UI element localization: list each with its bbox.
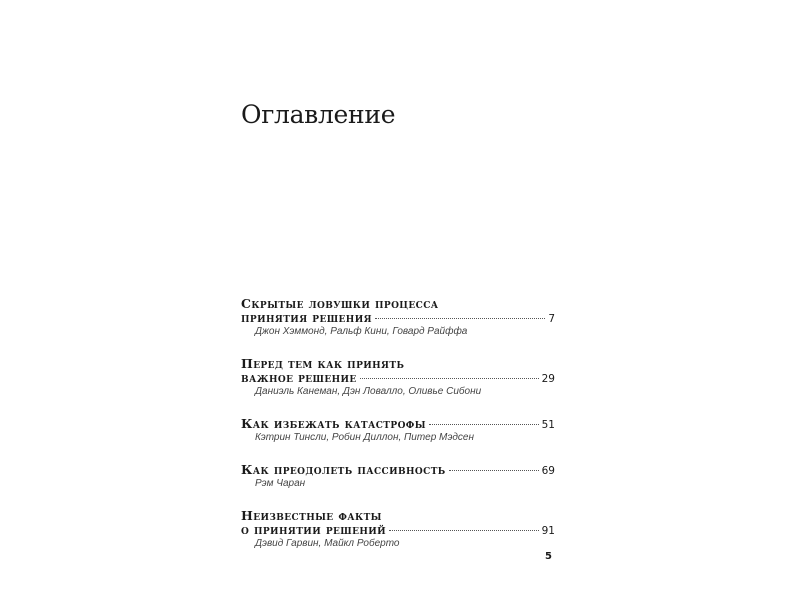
toc-entry[interactable] (241, 417, 555, 445)
toc-entry[interactable] (241, 357, 555, 399)
toc-entry-title: Перед тем как принять (241, 356, 405, 371)
toc-entry-title: Неизвестные факты (241, 508, 382, 523)
folio-page-number: 5 (545, 551, 552, 562)
toc-page-number: 51 (541, 419, 555, 431)
toc-entry-authors: Даниэль Канеман, Дэн Ловалло, Оливье Сибони (255, 386, 482, 397)
toc-entry-authors: Рэм Чаран (255, 478, 306, 489)
toc-entry-leader (241, 463, 555, 477)
page-title: Оглавление (241, 100, 396, 129)
toc-page-number: 7 (548, 313, 555, 325)
toc-list (241, 297, 555, 569)
toc-entry-title: принятия решения (241, 310, 372, 325)
dot-leader (389, 530, 539, 531)
toc-entry-leader (241, 311, 555, 325)
dot-leader (360, 378, 539, 379)
toc-entry-title: о принятии решений (241, 522, 387, 537)
toc-entry-authors: Джон Хэммонд, Ральф Кини, Говард Райффа (255, 326, 468, 337)
toc-entry[interactable] (241, 463, 555, 491)
toc-entry-title: Скрытые ловушки процесса (241, 296, 439, 311)
toc-entry-title: Как избежать катастрофы (241, 416, 426, 431)
toc-entry-leader (241, 417, 555, 431)
dot-leader (429, 424, 539, 425)
toc-page-number: 91 (541, 525, 555, 537)
toc-page-number: 29 (541, 373, 555, 385)
toc-entry-authors: Кэтрин Тинсли, Робин Диллон, Питер Мэдсен (255, 432, 474, 443)
toc-entry-leader (241, 523, 555, 537)
toc-entry[interactable] (241, 297, 555, 339)
toc-entry-title: важное решение (241, 370, 357, 385)
toc-entry-authors: Дэвид Гарвин, Майкл Роберто (255, 538, 400, 549)
toc-entry-leader (241, 371, 555, 385)
toc-entry[interactable] (241, 509, 555, 551)
dot-leader (375, 318, 545, 319)
toc-entry-title: Как преодолеть пассивность (241, 462, 446, 477)
toc-page-number: 69 (541, 465, 555, 477)
dot-leader (449, 470, 539, 471)
